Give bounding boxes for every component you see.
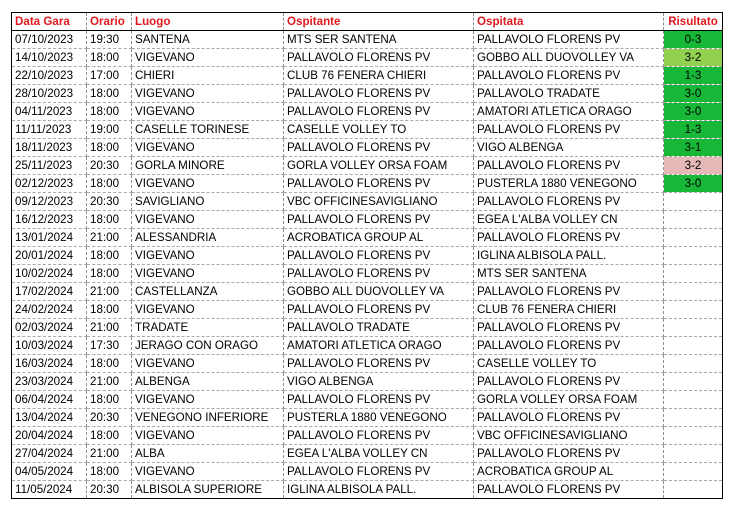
- cell-date[interactable]: 25/11/2023: [12, 157, 87, 175]
- cell-time[interactable]: 20:30: [87, 481, 132, 499]
- cell-home[interactable]: PALLAVOLO FLORENS PV: [284, 103, 474, 121]
- cell-home[interactable]: PALLAVOLO FLORENS PV: [284, 49, 474, 67]
- cell-home[interactable]: GORLA VOLLEY ORSA FOAM: [284, 157, 474, 175]
- cell-result[interactable]: [664, 391, 723, 409]
- cell-result[interactable]: [664, 301, 723, 319]
- cell-time[interactable]: 21:00: [87, 445, 132, 463]
- cell-home[interactable]: CLUB 76 FENERA CHIERI: [284, 67, 474, 85]
- table-row: [12, 139, 723, 157]
- cell-home[interactable]: PALLAVOLO FLORENS PV: [284, 139, 474, 157]
- table-row: [12, 211, 723, 229]
- table-row: [12, 301, 723, 319]
- cell-time[interactable]: 20:30: [87, 409, 132, 427]
- cell-result[interactable]: [664, 319, 723, 337]
- header-result: Risultato: [664, 13, 723, 31]
- cell-result[interactable]: 0-3: [664, 31, 723, 49]
- cell-date[interactable]: 02/12/2023: [12, 175, 87, 193]
- cell-result[interactable]: 3-2: [664, 49, 723, 67]
- cell-home[interactable]: VBC OFFICINESAVIGLIANO: [284, 193, 474, 211]
- cell-time[interactable]: 18:00: [87, 463, 132, 481]
- cell-date[interactable]: 09/12/2023: [12, 193, 87, 211]
- cell-home[interactable]: ACROBATICA GROUP AL: [284, 229, 474, 247]
- cell-away[interactable]: PALLAVOLO TRADATE: [474, 85, 664, 103]
- cell-away[interactable]: VIGO ALBENGA: [474, 139, 664, 157]
- cell-place[interactable]: VIGEVANO: [132, 463, 284, 481]
- cell-place[interactable]: GORLA MINORE: [132, 157, 284, 175]
- cell-home[interactable]: PALLAVOLO FLORENS PV: [284, 211, 474, 229]
- cell-place[interactable]: SAVIGLIANO: [132, 193, 284, 211]
- table-row: [12, 427, 723, 445]
- cell-place[interactable]: ALBA: [132, 445, 284, 463]
- cell-place[interactable]: VIGEVANO: [132, 355, 284, 373]
- cell-result[interactable]: 1-3: [664, 121, 723, 139]
- cell-place[interactable]: VIGEVANO: [132, 265, 284, 283]
- cell-result[interactable]: 3-2: [664, 157, 723, 175]
- cell-time[interactable]: 18:00: [87, 175, 132, 193]
- cell-home[interactable]: PALLAVOLO FLORENS PV: [284, 175, 474, 193]
- cell-result[interactable]: [664, 445, 723, 463]
- table-row: [12, 31, 723, 49]
- cell-date[interactable]: 02/03/2024: [12, 319, 87, 337]
- table-row: [12, 103, 723, 121]
- table-row: [12, 67, 723, 85]
- cell-away[interactable]: GORLA VOLLEY ORSA FOAM: [474, 391, 664, 409]
- cell-result[interactable]: [664, 247, 723, 265]
- cell-away[interactable]: PUSTERLA 1880 VENEGONO: [474, 175, 664, 193]
- table-row: [12, 445, 723, 463]
- table-row: [12, 175, 723, 193]
- cell-time[interactable]: 17:00: [87, 67, 132, 85]
- cell-date[interactable]: 20/01/2024: [12, 247, 87, 265]
- cell-result[interactable]: [664, 193, 723, 211]
- cell-time[interactable]: 21:00: [87, 229, 132, 247]
- cell-time[interactable]: 18:00: [87, 247, 132, 265]
- header-away: Ospitata: [474, 13, 664, 31]
- cell-result[interactable]: [664, 463, 723, 481]
- cell-date[interactable]: 11/05/2024: [12, 481, 87, 499]
- cell-date[interactable]: 13/01/2024: [12, 229, 87, 247]
- table-row: [12, 481, 723, 499]
- cell-away[interactable]: GOBBO ALL DUOVOLLEY VA: [474, 49, 664, 67]
- cell-date[interactable]: 10/02/2024: [12, 265, 87, 283]
- cell-time[interactable]: 20:30: [87, 157, 132, 175]
- cell-date[interactable]: 14/10/2023: [12, 49, 87, 67]
- table-row: [12, 265, 723, 283]
- cell-place[interactable]: VIGEVANO: [132, 85, 284, 103]
- header-time: Orario: [87, 13, 132, 31]
- cell-time[interactable]: 18:00: [87, 427, 132, 445]
- cell-home[interactable]: PALLAVOLO TRADATE: [284, 319, 474, 337]
- cell-date[interactable]: 16/03/2024: [12, 355, 87, 373]
- cell-place[interactable]: CASELLE TORINESE: [132, 121, 284, 139]
- cell-away[interactable]: PALLAVOLO FLORENS PV: [474, 67, 664, 85]
- cell-result[interactable]: [664, 355, 723, 373]
- cell-date[interactable]: 17/02/2024: [12, 283, 87, 301]
- table-row: [12, 229, 723, 247]
- cell-away[interactable]: PALLAVOLO FLORENS PV: [474, 157, 664, 175]
- cell-place[interactable]: VIGEVANO: [132, 301, 284, 319]
- cell-time[interactable]: 19:00: [87, 121, 132, 139]
- cell-result[interactable]: [664, 373, 723, 391]
- cell-home[interactable]: PALLAVOLO FLORENS PV: [284, 427, 474, 445]
- table-row: [12, 49, 723, 67]
- cell-time[interactable]: 21:00: [87, 283, 132, 301]
- cell-time[interactable]: 18:00: [87, 265, 132, 283]
- cell-home[interactable]: PALLAVOLO FLORENS PV: [284, 265, 474, 283]
- cell-result[interactable]: 3-0: [664, 85, 723, 103]
- cell-result[interactable]: [664, 409, 723, 427]
- table-row: [12, 85, 723, 103]
- table-row: [12, 355, 723, 373]
- cell-place[interactable]: JERAGO CON ORAGO: [132, 337, 284, 355]
- cell-place[interactable]: VIGEVANO: [132, 103, 284, 121]
- cell-time[interactable]: 19:30: [87, 31, 132, 49]
- cell-date[interactable]: 24/02/2024: [12, 301, 87, 319]
- table-row: [12, 337, 723, 355]
- header-home: Ospitante: [284, 13, 474, 31]
- cell-date[interactable]: 11/11/2023: [12, 121, 87, 139]
- cell-place[interactable]: TRADATE: [132, 319, 284, 337]
- cell-date[interactable]: 22/10/2023: [12, 67, 87, 85]
- cell-away[interactable]: PALLAVOLO FLORENS PV: [474, 337, 664, 355]
- cell-time[interactable]: 18:00: [87, 391, 132, 409]
- cell-result[interactable]: [664, 265, 723, 283]
- cell-date[interactable]: 18/11/2023: [12, 139, 87, 157]
- cell-away[interactable]: VBC OFFICINESAVIGLIANO: [474, 427, 664, 445]
- cell-date[interactable]: 04/11/2023: [12, 103, 87, 121]
- cell-home[interactable]: PALLAVOLO FLORENS PV: [284, 301, 474, 319]
- cell-home[interactable]: GOBBO ALL DUOVOLLEY VA: [284, 283, 474, 301]
- cell-place[interactable]: ALESSANDRIA: [132, 229, 284, 247]
- cell-home[interactable]: PALLAVOLO FLORENS PV: [284, 247, 474, 265]
- header-date: Data Gara: [12, 13, 87, 31]
- cell-home[interactable]: CASELLE VOLLEY TO: [284, 121, 474, 139]
- cell-result[interactable]: [664, 229, 723, 247]
- cell-away[interactable]: PALLAVOLO FLORENS PV: [474, 31, 664, 49]
- cell-home[interactable]: VIGO ALBENGA: [284, 373, 474, 391]
- table-row: [12, 463, 723, 481]
- cell-date[interactable]: 20/04/2024: [12, 427, 87, 445]
- table-row: [12, 247, 723, 265]
- cell-away[interactable]: CLUB 76 FENERA CHIERI: [474, 301, 664, 319]
- table-row: [12, 409, 723, 427]
- cell-away[interactable]: PALLAVOLO FLORENS PV: [474, 445, 664, 463]
- cell-away[interactable]: PALLAVOLO FLORENS PV: [474, 373, 664, 391]
- cell-date[interactable]: 07/10/2023: [12, 31, 87, 49]
- cell-home[interactable]: PALLAVOLO FLORENS PV: [284, 85, 474, 103]
- table-row: [12, 193, 723, 211]
- table-row: [12, 157, 723, 175]
- cell-date[interactable]: 10/03/2024: [12, 337, 87, 355]
- cell-date[interactable]: 04/05/2024: [12, 463, 87, 481]
- table-row: [12, 373, 723, 391]
- cell-away[interactable]: PALLAVOLO FLORENS PV: [474, 283, 664, 301]
- cell-home[interactable]: MTS SER SANTENA: [284, 31, 474, 49]
- cell-date[interactable]: 06/04/2024: [12, 391, 87, 409]
- cell-away[interactable]: PALLAVOLO FLORENS PV: [474, 229, 664, 247]
- cell-time[interactable]: 18:00: [87, 301, 132, 319]
- cell-place[interactable]: VIGEVANO: [132, 175, 284, 193]
- cell-home[interactable]: IGLINA ALBISOLA PALL.: [284, 481, 474, 499]
- cell-home[interactable]: PALLAVOLO FLORENS PV: [284, 355, 474, 373]
- cell-date[interactable]: 13/04/2024: [12, 409, 87, 427]
- cell-away[interactable]: MTS SER SANTENA: [474, 265, 664, 283]
- cell-away[interactable]: CASELLE VOLLEY TO: [474, 355, 664, 373]
- cell-result[interactable]: [664, 211, 723, 229]
- cell-place[interactable]: VIGEVANO: [132, 139, 284, 157]
- cell-home[interactable]: PALLAVOLO FLORENS PV: [284, 391, 474, 409]
- cell-place[interactable]: CASTELLANZA: [132, 283, 284, 301]
- cell-time[interactable]: 18:00: [87, 139, 132, 157]
- cell-place[interactable]: VIGEVANO: [132, 391, 284, 409]
- cell-time[interactable]: 18:00: [87, 49, 132, 67]
- cell-away[interactable]: PALLAVOLO FLORENS PV: [474, 121, 664, 139]
- cell-place[interactable]: ALBENGA: [132, 373, 284, 391]
- cell-date[interactable]: 23/03/2024: [12, 373, 87, 391]
- cell-place[interactable]: VIGEVANO: [132, 211, 284, 229]
- cell-time[interactable]: 18:00: [87, 103, 132, 121]
- cell-result[interactable]: 3-1: [664, 139, 723, 157]
- cell-away[interactable]: PALLAVOLO FLORENS PV: [474, 481, 664, 499]
- cell-result[interactable]: [664, 337, 723, 355]
- cell-result[interactable]: 3-0: [664, 175, 723, 193]
- cell-home[interactable]: AMATORI ATLETICA ORAGO: [284, 337, 474, 355]
- cell-place[interactable]: ALBISOLA SUPERIORE: [132, 481, 284, 499]
- cell-away[interactable]: PALLAVOLO FLORENS PV: [474, 193, 664, 211]
- table-row: [12, 283, 723, 301]
- cell-date[interactable]: 16/12/2023: [12, 211, 87, 229]
- cell-away[interactable]: IGLINA ALBISOLA PALL.: [474, 247, 664, 265]
- cell-date[interactable]: 28/10/2023: [12, 85, 87, 103]
- cell-place[interactable]: VENEGONO INFERIORE: [132, 409, 284, 427]
- cell-time[interactable]: 18:00: [87, 85, 132, 103]
- cell-time[interactable]: 21:00: [87, 373, 132, 391]
- cell-time[interactable]: 21:00: [87, 319, 132, 337]
- cell-away[interactable]: EGEA L'ALBA VOLLEY CN: [474, 211, 664, 229]
- cell-time[interactable]: 17:30: [87, 337, 132, 355]
- cell-date[interactable]: 27/04/2024: [12, 445, 87, 463]
- cell-home[interactable]: PUSTERLA 1880 VENEGONO: [284, 409, 474, 427]
- header-place: Luogo: [132, 13, 284, 31]
- cell-result[interactable]: 1-3: [664, 67, 723, 85]
- cell-result[interactable]: [664, 481, 723, 499]
- cell-away[interactable]: PALLAVOLO FLORENS PV: [474, 409, 664, 427]
- cell-place[interactable]: CHIERI: [132, 67, 284, 85]
- cell-home[interactable]: PALLAVOLO FLORENS PV: [284, 463, 474, 481]
- table-row: [12, 121, 723, 139]
- cell-time[interactable]: 18:00: [87, 211, 132, 229]
- cell-result[interactable]: [664, 427, 723, 445]
- cell-away[interactable]: ACROBATICA GROUP AL: [474, 463, 664, 481]
- cell-home[interactable]: EGEA L'ALBA VOLLEY CN: [284, 445, 474, 463]
- cell-place[interactable]: SANTENA: [132, 31, 284, 49]
- cell-place[interactable]: VIGEVANO: [132, 247, 284, 265]
- cell-away[interactable]: PALLAVOLO FLORENS PV: [474, 319, 664, 337]
- cell-place[interactable]: VIGEVANO: [132, 49, 284, 67]
- cell-result[interactable]: [664, 283, 723, 301]
- schedule-table: [11, 12, 723, 499]
- cell-away[interactable]: AMATORI ATLETICA ORAGO: [474, 103, 664, 121]
- cell-time[interactable]: 18:00: [87, 355, 132, 373]
- cell-place[interactable]: VIGEVANO: [132, 427, 284, 445]
- header-row: [12, 13, 723, 31]
- cell-result[interactable]: 3-0: [664, 103, 723, 121]
- table-row: [12, 391, 723, 409]
- table-row: [12, 319, 723, 337]
- cell-time[interactable]: 20:30: [87, 193, 132, 211]
